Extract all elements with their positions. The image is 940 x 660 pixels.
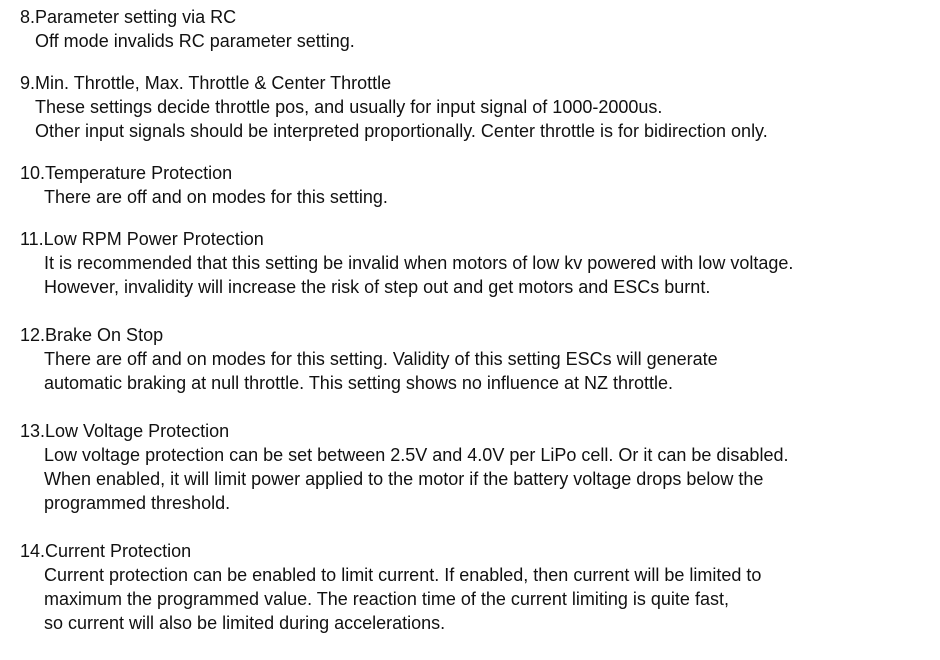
section-heading: 9.Min. Throttle, Max. Throttle & Center Throttle [20,73,392,93]
section-heading: 8.Parameter setting via RC [20,7,237,27]
section-heading: 11.Low RPM Power Protection [20,229,264,249]
section-text-line: It is recommended that this setting be invalid when motors of low kv powered with low voltage. [44,253,794,273]
section-text-line: automatic braking at null throttle. This setting shows no influence at NZ throttle. [44,373,673,393]
section-text-line: programmed threshold. [44,493,231,513]
section-text-line: These settings decide throttle pos, and usually for input signal of 1000-2000us. [35,97,663,117]
section-text-line: Off mode invalids RC parameter setting. [35,31,355,51]
section-text-line: Low voltage protection can be set between 2.5V and 4.0V per LiPo cell. Or it can be disabled. [44,445,789,465]
section-text-line: However, invalidity will increase the risk of step out and get motors and ESCs burnt. [44,277,711,297]
section-text-line: There are off and on modes for this setting. Validity of this setting ESCs will generate [44,349,718,369]
section-heading: 10.Temperature Protection [20,163,233,183]
section-text-line: When enabled, it will limit power applied to the motor if the battery voltage drops below the [44,469,764,489]
section-text-line: maximum the programmed value. The reaction time of the current limiting is quite fast, [44,589,729,609]
section-text-line: Current protection can be enabled to limit current. If enabled, then current will be limited to [44,565,762,585]
section-text-line: There are off and on modes for this setting. [44,187,388,207]
section-text-line: so current will also be limited during accelerations. [44,613,446,633]
section-heading: 13.Low Voltage Protection [20,421,230,441]
section-text-line: Other input signals should be interpreted proportionally. Center throttle is for bidirection only. [35,121,768,141]
section-heading: 14.Current Protection [20,541,192,561]
section-heading: 12.Brake On Stop [20,325,164,345]
